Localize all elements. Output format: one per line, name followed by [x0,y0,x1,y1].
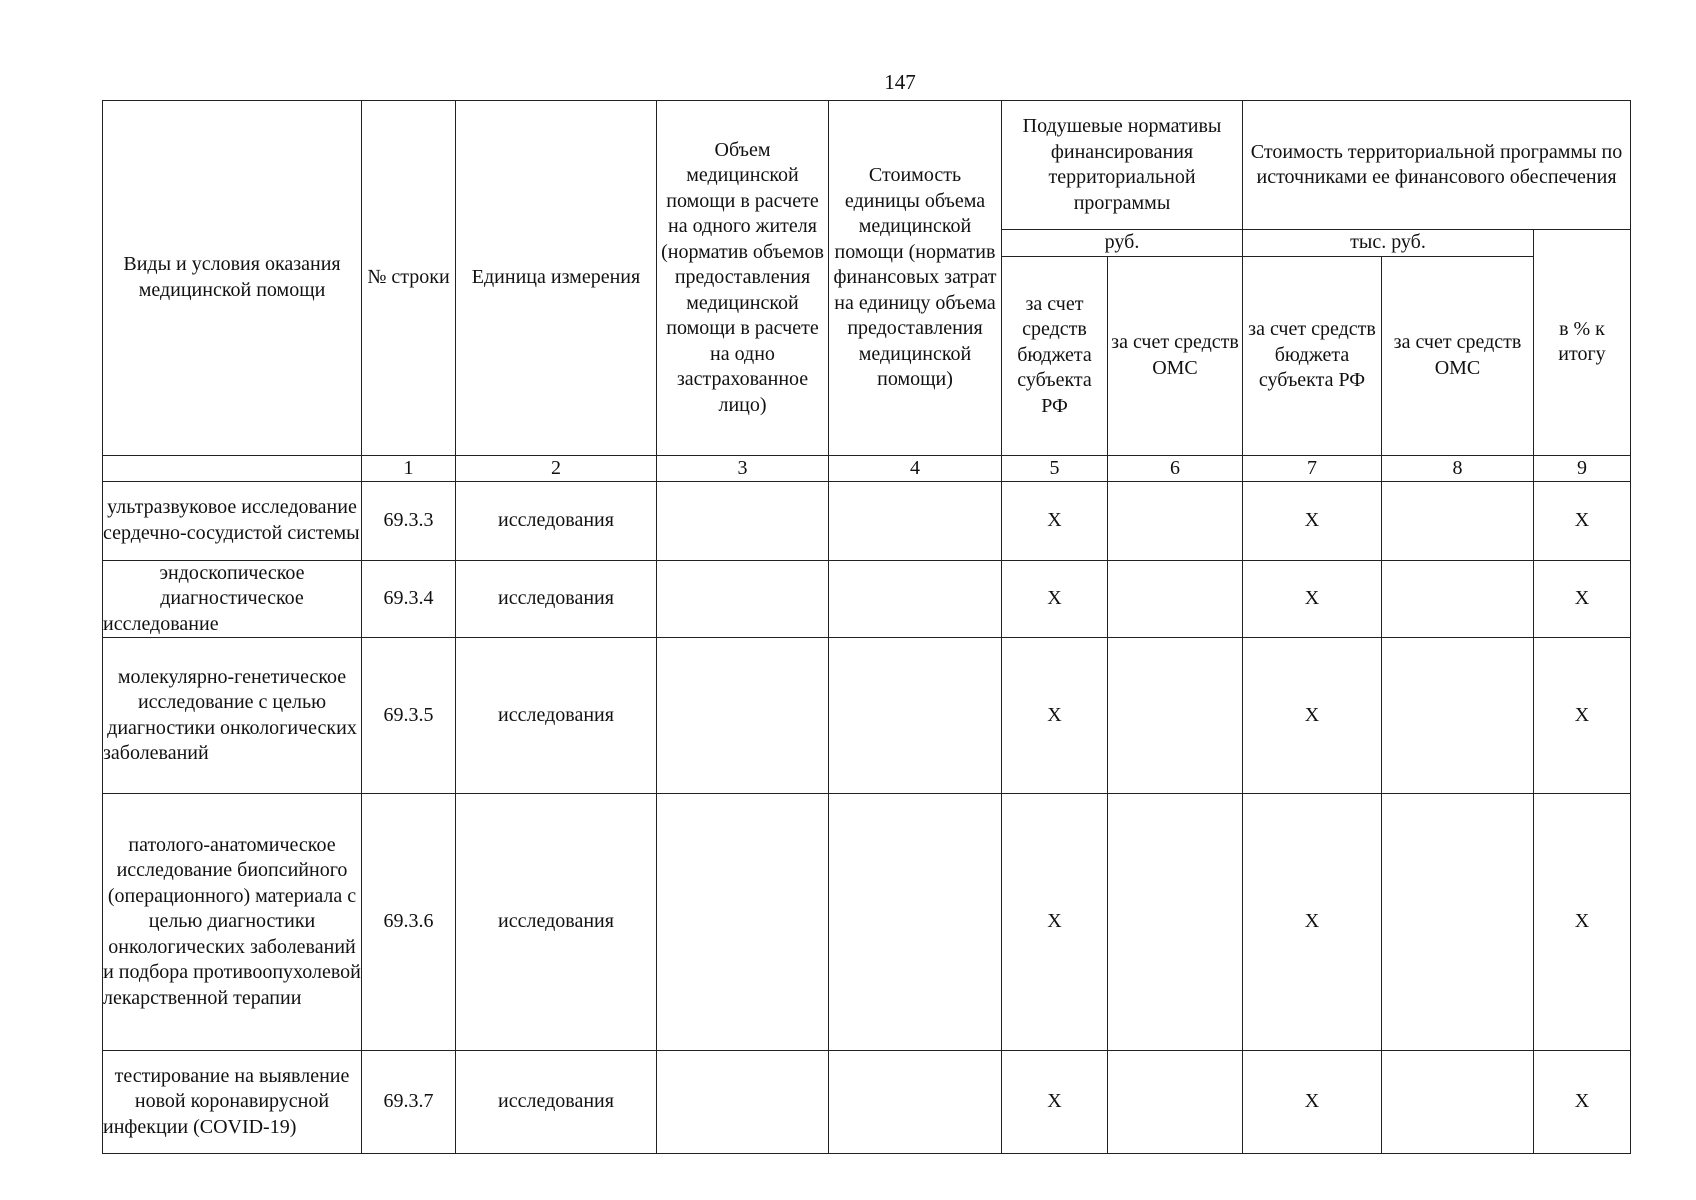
row-care-type: молекулярно-генетическое исследование с целью диагностики онкологических заболеваний [103,638,362,794]
row-number: 69.3.5 [362,638,456,794]
row-percent: X [1534,638,1631,794]
row-volume [657,560,829,638]
row-oms-6 [1108,638,1243,794]
header-percent: в % к итогу [1534,230,1631,456]
column-number: 1 [362,455,456,481]
table-row [103,794,1631,1051]
header-budget-5: за счет средств бюджета субъекта РФ [1002,256,1108,455]
table-row [103,560,1631,638]
header-row-number: № строки [362,101,456,456]
row-budget-7: X [1243,481,1382,560]
column-number: 8 [1382,455,1534,481]
table-row [103,481,1631,560]
row-unit-cost [829,638,1002,794]
row-oms-6 [1108,1051,1243,1154]
table-row [103,1051,1631,1154]
row-unit: исследования [456,481,657,560]
row-oms-8 [1382,481,1534,560]
row-budget-7: X [1243,638,1382,794]
header-oms-6: за счет средств ОМС [1108,256,1243,455]
row-unit-cost [829,1051,1002,1154]
header-unit-cost: Стоимость единицы объема медицинской помощи (норматив финансовых затрат на единицу объема предоставления медицинской помощи) [829,101,1002,456]
column-number: 7 [1243,455,1382,481]
page-number: 147 [884,70,916,94]
row-care-type: ультразвуковое исследование сердечно-сосудистой системы [103,481,362,560]
row-number: 69.3.4 [362,560,456,638]
column-number: 9 [1534,455,1631,481]
row-budget-5: X [1002,1051,1108,1154]
row-budget-5: X [1002,560,1108,638]
column-number: 4 [829,455,1002,481]
row-oms-6 [1108,481,1243,560]
header-per-capita-group: Подушевые нормативы финансирования территориальной программы [1002,101,1243,230]
row-oms-8 [1382,1051,1534,1154]
row-percent: X [1534,794,1631,1051]
header-type-of-care: Виды и условия оказания медицинской помощи [103,101,362,456]
row-unit: исследования [456,560,657,638]
row-oms-6 [1108,794,1243,1051]
row-budget-7: X [1243,794,1382,1051]
row-unit-cost [829,794,1002,1051]
header-budget-7: за счет средств бюджета субъекта РФ [1243,256,1382,455]
header-unit-thousand-rub: тыс. руб. [1243,230,1534,257]
financing-table [102,100,1631,1154]
row-budget-5: X [1002,481,1108,560]
column-number-row [103,455,1631,481]
row-oms-8 [1382,638,1534,794]
row-budget-5: X [1002,638,1108,794]
header-row-1 [103,101,1631,230]
column-number: 6 [1108,455,1243,481]
header-unit: Единица измерения [456,101,657,456]
row-number: 69.3.3 [362,481,456,560]
row-care-type: патолого-анатомическое исследование биопсийного (операционного) материала с целью диагностики онкологических заболеваний и подбора противоопухолевой лекарственной терапии [103,794,362,1051]
row-unit: исследования [456,638,657,794]
column-number: 3 [657,455,829,481]
row-care-type: эндоскопическое диагностическое исследование [103,560,362,638]
header-program-cost-group: Стоимость территориальной программы по источниками ее финансового обеспечения [1243,101,1631,230]
row-oms-6 [1108,560,1243,638]
row-number: 69.3.7 [362,1051,456,1154]
row-volume [657,1051,829,1154]
row-unit: исследования [456,794,657,1051]
row-percent: X [1534,481,1631,560]
row-volume [657,481,829,560]
row-unit: исследования [456,1051,657,1154]
column-number: 5 [1002,455,1108,481]
row-oms-8 [1382,560,1534,638]
header-unit-rub: руб. [1002,230,1243,257]
header-oms-8: за счет средств ОМС [1382,256,1534,455]
row-oms-8 [1382,794,1534,1051]
column-number: 2 [456,455,657,481]
row-budget-5: X [1002,794,1108,1051]
row-volume [657,794,829,1051]
row-budget-7: X [1243,560,1382,638]
table-row [103,638,1631,794]
row-percent: X [1534,1051,1631,1154]
row-unit-cost [829,481,1002,560]
row-care-type: тестирование на выявление новой коронавирусной инфекции (COVID-19) [103,1051,362,1154]
row-percent: X [1534,560,1631,638]
column-number [103,455,362,481]
row-volume [657,638,829,794]
row-budget-7: X [1243,1051,1382,1154]
header-volume: Объем медицинской помощи в расчете на одного жителя (норматив объемов предоставления медицинской помощи в расчете на одно застрахованное лицо) [657,101,829,456]
row-number: 69.3.6 [362,794,456,1051]
row-unit-cost [829,560,1002,638]
